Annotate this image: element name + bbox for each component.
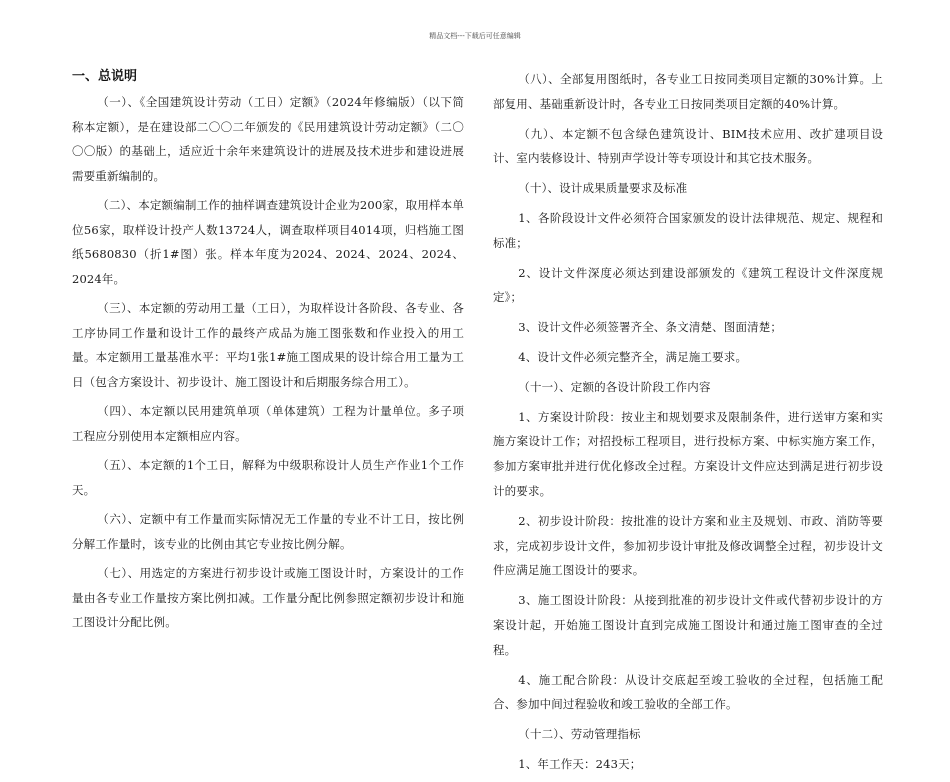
paragraph: （九）、本定额不包含绿色建筑设计、BIM技术应用、改扩建项目设计、室内装修设计、特别声学设计等专项设计和其它技术服务。 (493, 126, 883, 166)
left-column (72, 67, 464, 640)
paragraph: （一）、《全国建筑设计劳动（工日）定额》（2024年修编版）（以下简称本定额），是在建设部二〇〇二年颁发的《民用建筑设计劳动定额》（二〇〇〇版）的基础上，适应近十余年来建筑设计的进展及技术进步和建设进展需要重新编制的。 (72, 95, 464, 183)
paragraph: （四）、本定额以民用建筑单项（单体建筑）工程为计量单位。多子项工程应分别使用本定额相应内容。 (72, 404, 464, 443)
right-column (493, 67, 883, 782)
paragraph: 2、初步设计阶段：按批准的设计方案和业主及规划、市政、消防等要求，完成初步设计文件，参加初步设计审批及修改调整全过程，初步设计文件应满足施工图设计的要求。 (493, 513, 883, 578)
paragraph: （七）、用选定的方案进行初步设计或施工图设计时，方案设计的工作量由各专业工作量按方案比例扣减。工作量分配比例参照定额初步设计和施工图设计分配比例。 (72, 566, 464, 629)
paragraph: 3、设计文件必须签署齐全、条文清楚、图面清楚； (518, 320, 783, 335)
paragraph: （三）、本定额的劳动用工量（工日），为取样设计各阶段、各专业、各工序协同工作量和设计工作的最终产成品为施工图张数和作业投入的用工量。本定额用工量基准水平：平均1张1#施工图成果的设计综合用工量为工日（包含方案设计、初步设计、施工图设计和后期服务综合用工）。 (72, 301, 464, 389)
paragraph: （六）、定额中有工作量而实际情况无工作量的专业不计工日，按比例分解工作量时，该专业的比例由其它专业按比例分解。 (72, 512, 464, 551)
paragraph: 4、设计文件必须完整齐全，满足施工要求。 (518, 349, 748, 364)
paragraph: 1、方案设计阶段：按业主和规划要求及限制条件，进行送审方案和实施方案设计工作；对招投标工程项目，进行投标方案、中标实施方案工作，参加方案审批并进行优化修改全过程。方案设计文件应达到满足进行初步设计的要求。 (493, 409, 883, 498)
page-header-note: 精品文档---下载后可任意编辑 (429, 32, 521, 40)
section-title: 一、总说明 (72, 69, 138, 84)
paragraph: 4、施工配合阶段：从设计交底起至竣工验收的全过程，包括施工配合、参加中间过程验收和竣工验收的全部工作。 (493, 672, 883, 712)
paragraph: 3、施工图设计阶段：从接到批准的初步设计文件或代替初步设计的方案设计起，开始施工图设计直到完成施工图设计和通过施工图审查的全过程。 (493, 593, 883, 657)
paragraph: 1、各阶段设计文件必须符合国家颁发的设计法律规范、规定、规程和标准； (493, 210, 883, 250)
paragraph: （十）、设计成果质量要求及标准 (518, 181, 688, 196)
paragraph: （八）、全部复用图纸时，各专业工日按同类项目定额的30%计算。上部复用、基础重新设计时，各专业工日按同类项目定额的40%计算。 (493, 72, 883, 111)
paragraph: （二）、本定额编制工作的抽样调查建筑设计企业为200家，取用样本单位56家，取样设计投产人数13724人，调查取样项目4014项，归档施工图纸5680830（折1#图）张。样本年度为2024、2024、2024、2024、2024年。 (72, 198, 464, 286)
paragraph: 1、年工作天：243天； (518, 756, 642, 771)
paragraph: （十一）、定额的各设计阶段工作内容 (518, 379, 711, 394)
paragraph: 2、设计文件深度必须达到建设部颁发的《建筑工程设计文件深度规定》； (493, 265, 883, 305)
paragraph: （十二）、劳动管理指标 (518, 727, 641, 742)
paragraph: （五）、本定额的1个工日，解释为中级职称设计人员生产作业1个工作天。 (72, 458, 464, 497)
